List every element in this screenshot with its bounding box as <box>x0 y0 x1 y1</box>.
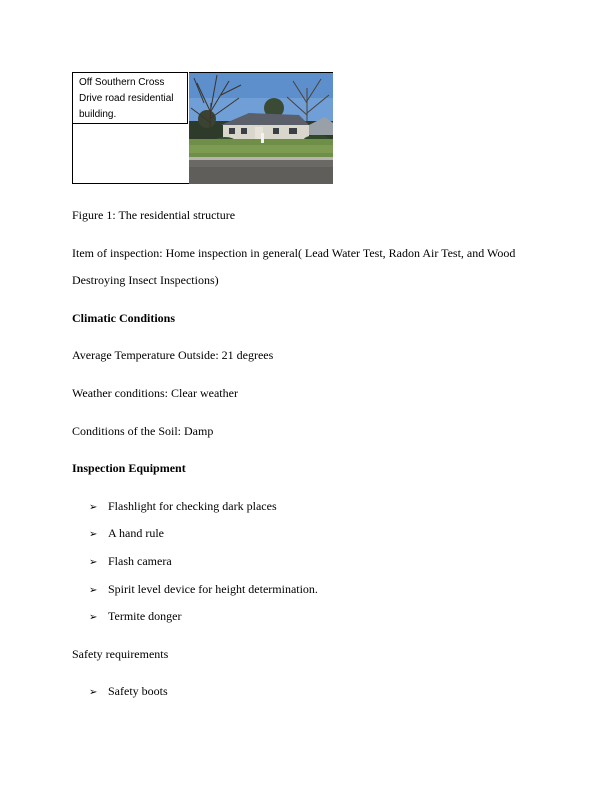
list-item-text: Safety boots <box>108 684 168 698</box>
inspection-item-line2: Destroying Insect Inspections) <box>72 273 219 287</box>
list-item <box>89 684 168 700</box>
figure-table <box>72 72 333 184</box>
list-item <box>89 499 277 515</box>
list-item <box>89 554 172 570</box>
house-photo <box>189 72 333 184</box>
list-item <box>89 582 318 598</box>
average-temperature: Average Temperature Outside: 21 degrees <box>72 348 274 362</box>
arrowhead-bullet-icon: ➢ <box>89 529 98 540</box>
weather-conditions: Weather conditions: Clear weather <box>72 386 238 400</box>
arrowhead-bullet-icon: ➢ <box>89 557 98 568</box>
inspection-item-line1: Item of inspection: Home inspection in general( Lead Water Test, Radon Air Test, and Wood <box>72 246 516 260</box>
list-item <box>89 609 181 625</box>
list-item-text: Flash camera <box>108 554 172 568</box>
soil-conditions: Conditions of the Soil: Damp <box>72 424 214 438</box>
safety-requirements-heading: Safety requirements <box>72 647 169 661</box>
list-item-text: Spirit level device for height determination. <box>108 582 318 596</box>
figure-caption-cell <box>72 72 188 124</box>
arrowhead-bullet-icon: ➢ <box>89 687 98 698</box>
arrowhead-bullet-icon: ➢ <box>89 502 98 513</box>
inspection-equipment-heading: Inspection Equipment <box>72 461 186 475</box>
figure-caption-cell-text: Off Southern Cross Drive road residential building. <box>79 77 174 120</box>
climatic-conditions-heading: Climatic Conditions <box>72 311 176 325</box>
figure-empty-cell <box>72 124 189 184</box>
list-item-text: A hand rule <box>108 526 164 540</box>
list-item-text: Termite donger <box>108 609 182 623</box>
figure-caption: Figure 1: The residential structure <box>72 208 236 222</box>
list-item <box>89 526 164 542</box>
list-item-text: Flashlight for checking dark places <box>108 499 277 513</box>
arrowhead-bullet-icon: ➢ <box>89 612 98 623</box>
arrowhead-bullet-icon: ➢ <box>89 585 98 596</box>
